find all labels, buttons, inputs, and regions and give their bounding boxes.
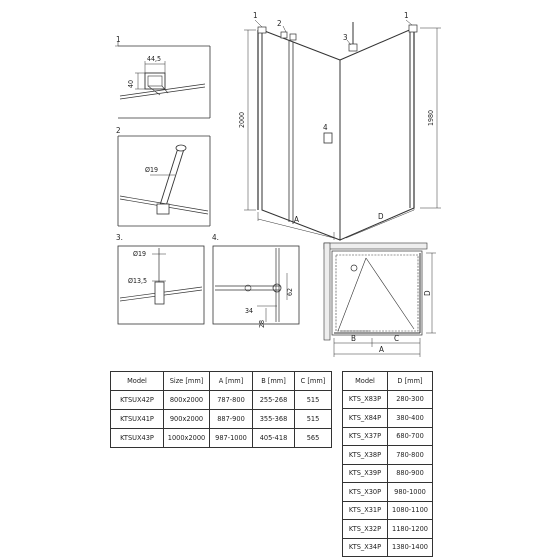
size-table-header bbox=[111, 372, 332, 391]
detail-2-label: 2 bbox=[116, 126, 121, 135]
table-cell: 787-800 bbox=[210, 391, 253, 410]
table-row bbox=[343, 538, 433, 557]
header-cell: B [mm] bbox=[253, 372, 295, 391]
detail-3-diameter-b: Ø13,5 bbox=[128, 277, 147, 285]
detail-1-label: 1 bbox=[116, 35, 121, 44]
detail-1 bbox=[115, 35, 210, 118]
table-row bbox=[111, 391, 332, 410]
main-isometric-view bbox=[238, 11, 441, 240]
table-cell: 405-418 bbox=[253, 429, 295, 448]
panel-table bbox=[342, 371, 433, 557]
table-row bbox=[343, 483, 433, 502]
table-cell: KTS_X39P bbox=[343, 464, 388, 483]
table-cell: 680-700 bbox=[388, 427, 433, 446]
table-cell: 780-800 bbox=[388, 446, 433, 465]
table-cell: KTS_X32P bbox=[343, 520, 388, 539]
callout-1-left: 1 bbox=[253, 11, 258, 20]
header-cell: C [mm] bbox=[295, 372, 332, 391]
table-cell: 1380-1400 bbox=[388, 538, 433, 557]
table-row bbox=[111, 410, 332, 429]
table-cell: 565 bbox=[295, 429, 332, 448]
table-cell: 1180-1200 bbox=[388, 520, 433, 539]
plan-dim-b: B bbox=[351, 334, 356, 343]
table-cell: KTS_X84P bbox=[343, 409, 388, 428]
detail-4 bbox=[212, 233, 299, 328]
table-row bbox=[343, 427, 433, 446]
size-table bbox=[110, 371, 332, 448]
table-cell: 800x2000 bbox=[164, 391, 210, 410]
table-cell: 515 bbox=[295, 410, 332, 429]
detail-2 bbox=[116, 126, 210, 226]
table-cell: KTSUX42P bbox=[111, 391, 164, 410]
table-cell: 280-300 bbox=[388, 390, 433, 409]
detail-4-dim-c: 28 bbox=[258, 319, 266, 328]
table-cell: KTS_X83P bbox=[343, 390, 388, 409]
table-row bbox=[343, 446, 433, 465]
detail-4-dim-a: 62 bbox=[286, 287, 294, 296]
table-cell: 887-900 bbox=[210, 410, 253, 429]
callout-4: 4 bbox=[323, 123, 328, 132]
dim-a-label: A bbox=[294, 215, 299, 224]
table-cell: 880-900 bbox=[388, 464, 433, 483]
callout-2: 2 bbox=[277, 19, 282, 28]
table-cell: KTSUX43P bbox=[111, 429, 164, 448]
detail-3-label: 3. bbox=[116, 233, 123, 242]
table-cell: KTS_X37P bbox=[343, 427, 388, 446]
table-cell: 255-268 bbox=[253, 391, 295, 410]
table-cell: 515 bbox=[295, 391, 332, 410]
table-cell: KTS_X30P bbox=[343, 483, 388, 502]
table-cell: 987-1000 bbox=[210, 429, 253, 448]
plan-dim-a: A bbox=[379, 345, 384, 354]
plan-dim-c: C bbox=[394, 334, 400, 343]
table-cell: KTS_X38P bbox=[343, 446, 388, 465]
header-cell: Size [mm] bbox=[164, 372, 210, 391]
detail-1-height-dim: 40 bbox=[127, 79, 135, 88]
plan-dim-d: D bbox=[423, 290, 432, 296]
table-row bbox=[343, 390, 433, 409]
table-row bbox=[343, 409, 433, 428]
detail-3-diameter-a: Ø19 bbox=[133, 250, 146, 258]
table-cell: 380-400 bbox=[388, 409, 433, 428]
detail-2-diameter-dim: Ø19 bbox=[145, 166, 158, 174]
table-cell: KTSUX41P bbox=[111, 410, 164, 429]
panel-height-dim: 1980 bbox=[427, 109, 435, 126]
table-cell: KTS_X34P bbox=[343, 538, 388, 557]
header-cell: Model bbox=[343, 372, 388, 391]
table-cell: 980-1000 bbox=[388, 483, 433, 502]
plan-view bbox=[324, 243, 436, 357]
callout-3: 3 bbox=[343, 33, 348, 42]
table-cell: KTS_X31P bbox=[343, 501, 388, 520]
table-row bbox=[343, 501, 433, 520]
callout-1-right: 1 bbox=[404, 11, 409, 20]
table-cell: 1080-1100 bbox=[388, 501, 433, 520]
detail-3 bbox=[116, 233, 204, 324]
header-cell: D [mm] bbox=[388, 372, 433, 391]
detail-4-dim-b: 34 bbox=[245, 307, 254, 315]
table-row bbox=[343, 520, 433, 539]
panel-table-header bbox=[343, 372, 433, 391]
header-cell: Model bbox=[111, 372, 164, 391]
table-cell: 900x2000 bbox=[164, 410, 210, 429]
dim-d-label: D bbox=[378, 212, 384, 221]
table-row bbox=[343, 464, 433, 483]
table-cell: 355-368 bbox=[253, 410, 295, 429]
door-height-dim: 2000 bbox=[238, 111, 246, 128]
header-cell: A [mm] bbox=[210, 372, 253, 391]
detail-1-width-dim: 44,5 bbox=[147, 55, 162, 63]
table-cell: 1000x2000 bbox=[164, 429, 210, 448]
detail-4-label: 4. bbox=[212, 233, 219, 242]
table-row bbox=[111, 429, 332, 448]
